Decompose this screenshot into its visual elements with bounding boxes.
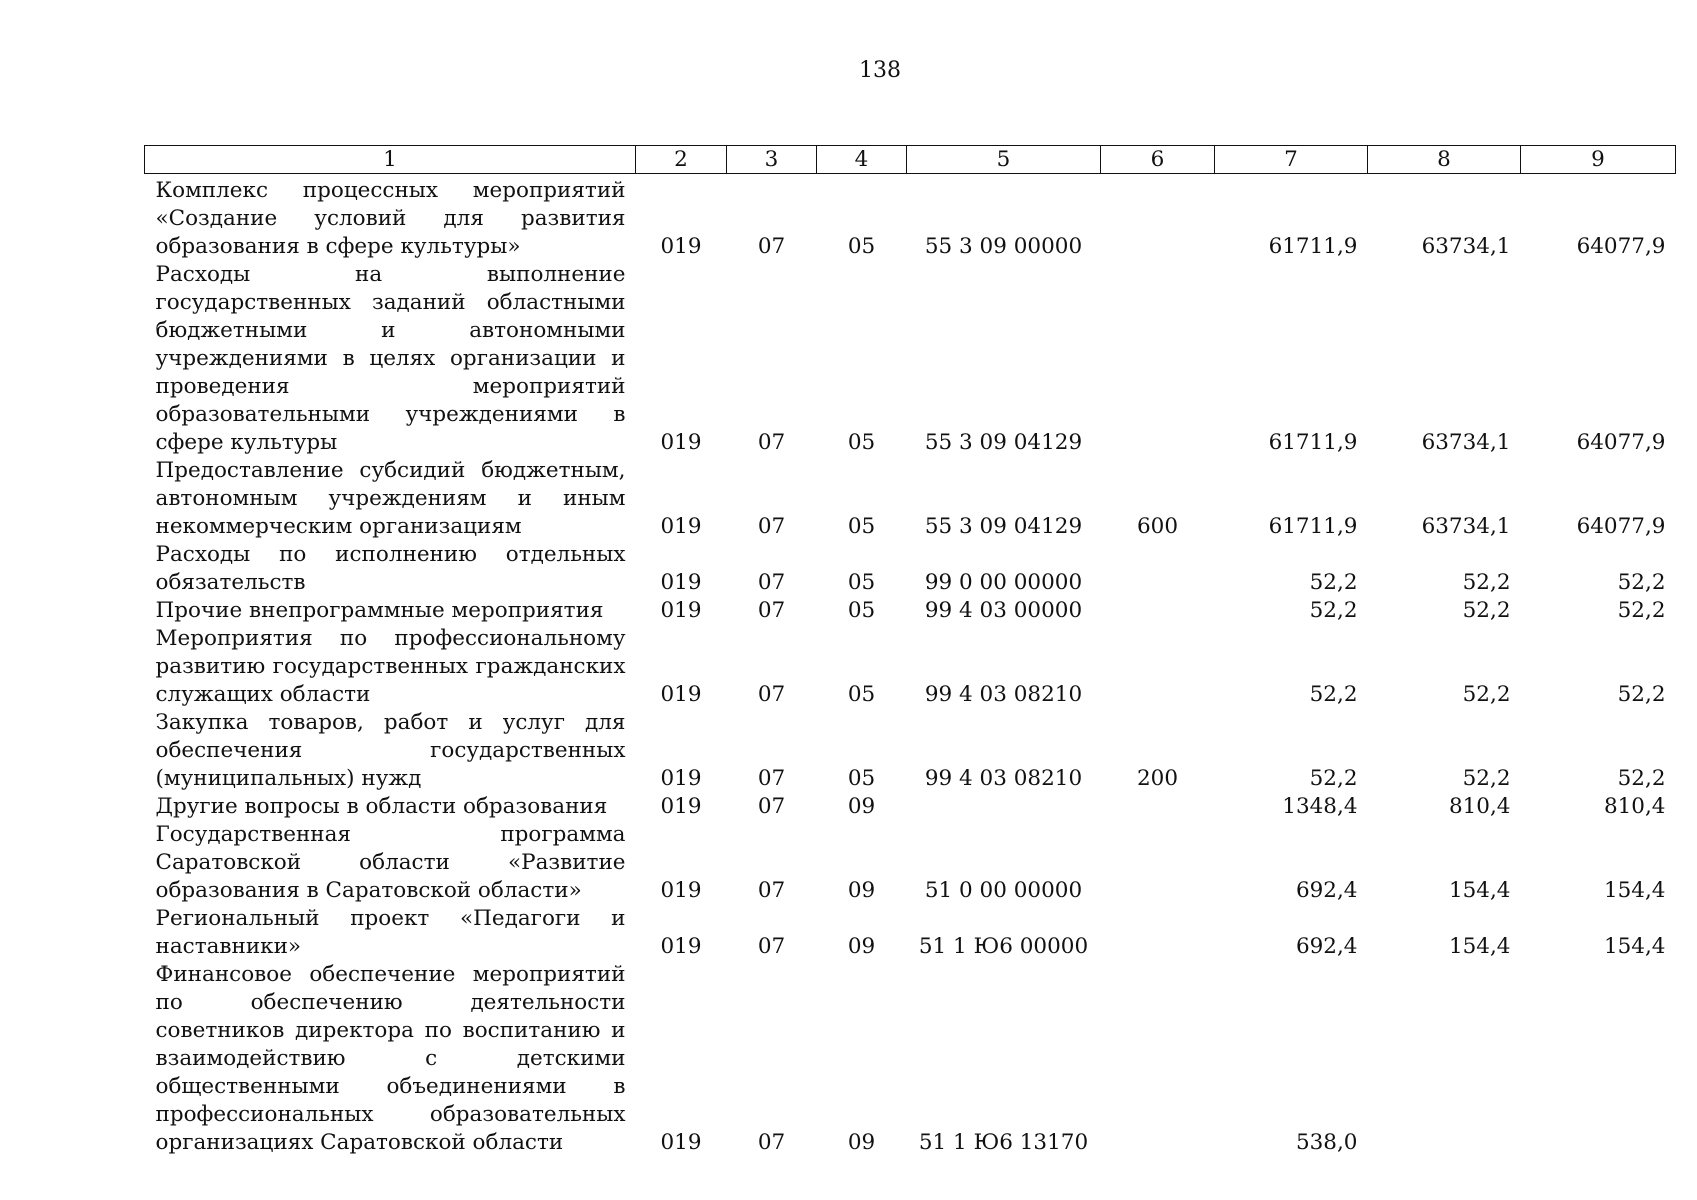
subsection-code: 05 (847, 514, 876, 539)
expense-type-code (1101, 541, 1215, 597)
amount-year-3: 64077,9 (1576, 234, 1666, 259)
target-item-code: 99 4 03 08210 (924, 766, 1083, 791)
column-header: 6 (1101, 146, 1215, 174)
section-code: 07 (757, 234, 786, 259)
target-item-code: 51 1 Ю6 13170 (918, 1130, 1089, 1155)
amount-year-3: 52,2 (1617, 598, 1666, 623)
subsection-code: 05 (847, 682, 876, 707)
column-header: 7 (1215, 146, 1368, 174)
section-code: 07 (757, 1130, 786, 1155)
section-code: 07 (757, 514, 786, 539)
ministry-code: 019 (660, 1130, 702, 1155)
expense-type-code: 200 (1136, 766, 1179, 791)
table-row (145, 793, 1676, 821)
amount-year-3: 64077,9 (1576, 430, 1666, 455)
amount-year-3: 154,4 (1603, 934, 1666, 959)
amount-year-3: 810,4 (1603, 794, 1666, 819)
header-row (145, 146, 1676, 174)
section-code: 07 (757, 682, 786, 707)
section-code: 07 (757, 794, 786, 819)
amount-year-3: 52,2 (1617, 570, 1666, 595)
table-row (145, 821, 1676, 905)
amount-year-2: 63734,1 (1421, 430, 1511, 455)
table-row (145, 625, 1676, 709)
amount-year-1: 52,2 (1309, 682, 1358, 707)
subsection-code: 09 (847, 934, 876, 959)
expense-type-code: 600 (1136, 514, 1179, 539)
column-header: 2 (636, 146, 727, 174)
amount-year-1: 61711,9 (1268, 234, 1358, 259)
subsection-code: 05 (847, 430, 876, 455)
table-row (145, 261, 1676, 457)
amount-year-1: 538,0 (1295, 1130, 1358, 1155)
amount-year-2: 154,4 (1448, 878, 1511, 903)
ministry-code: 019 (660, 598, 702, 623)
target-item-code: 51 0 00 00000 (924, 878, 1083, 903)
amount-year-1: 1348,4 (1282, 794, 1358, 819)
amount-year-3: 64077,9 (1576, 514, 1666, 539)
item-name: Мероприятия по профессиональному развитию государственных гражданских служащих области (155, 626, 626, 707)
subsection-code: 05 (847, 234, 876, 259)
section-code: 07 (757, 598, 786, 623)
table-row (145, 541, 1676, 597)
subsection-code: 09 (847, 878, 876, 903)
amount-year-1: 52,2 (1309, 598, 1358, 623)
table-row (145, 961, 1676, 1157)
expense-type-code (1101, 174, 1215, 262)
item-name: Государственная программа Саратовской области «Развитие образования в Саратовской области» (155, 822, 626, 903)
amount-year-1: 61711,9 (1268, 430, 1358, 455)
amount-year-3: 52,2 (1617, 682, 1666, 707)
item-name: Финансовое обеспечение мероприятий по обеспечению деятельности советников директора по воспитанию и взаимодействию с детскими общественными объединениями в профессиональных образовательных организациях Саратовской области (155, 962, 626, 1155)
item-name: Расходы по исполнению отдельных обязательств (155, 542, 626, 595)
item-name: Предоставление субсидий бюджетным, автономным учреждениям и иным некоммерческим организациям (155, 458, 626, 539)
amount-year-2: 52,2 (1462, 682, 1511, 707)
column-header: 9 (1521, 146, 1676, 174)
target-item-code: 55 3 09 04129 (924, 514, 1083, 539)
amount-year-2: 52,2 (1462, 766, 1511, 791)
table-row (145, 457, 1676, 541)
table-row (145, 174, 1676, 262)
amount-year-2: 154,4 (1448, 934, 1511, 959)
column-header: 1 (145, 146, 636, 174)
expense-type-code (1101, 625, 1215, 709)
table-row (145, 597, 1676, 625)
table-row (145, 905, 1676, 961)
section-code: 07 (757, 570, 786, 595)
column-header: 8 (1368, 146, 1521, 174)
ministry-code: 019 (660, 934, 702, 959)
amount-year-3 (1521, 961, 1676, 1157)
expense-type-code (1101, 905, 1215, 961)
section-code: 07 (757, 430, 786, 455)
section-code: 07 (757, 766, 786, 791)
subsection-code: 09 (847, 794, 876, 819)
subsection-code: 09 (847, 1130, 876, 1155)
column-header: 5 (907, 146, 1101, 174)
target-item-code: 55 3 09 00000 (924, 234, 1083, 259)
amount-year-1: 692,4 (1295, 878, 1358, 903)
ministry-code: 019 (660, 570, 702, 595)
item-name: Закупка товаров, работ и услуг для обеспечения государственных (муниципальных) нужд (155, 710, 626, 791)
amount-year-2: 63734,1 (1421, 514, 1511, 539)
amount-year-2: 52,2 (1462, 598, 1511, 623)
amount-year-1: 61711,9 (1268, 514, 1358, 539)
item-name: Региональный проект «Педагоги и наставники» (155, 906, 626, 959)
section-code: 07 (757, 934, 786, 959)
amount-year-3: 52,2 (1617, 766, 1666, 791)
ministry-code: 019 (660, 430, 702, 455)
page-number: 138 (859, 58, 901, 83)
amount-year-2: 63734,1 (1421, 234, 1511, 259)
target-item-code: 99 4 03 00000 (924, 598, 1083, 623)
expense-type-code (1101, 961, 1215, 1157)
ministry-code: 019 (660, 682, 702, 707)
item-name: Прочие внепрограммные мероприятия (155, 598, 604, 623)
subsection-code: 05 (847, 766, 876, 791)
column-header: 4 (817, 146, 907, 174)
amount-year-1: 692,4 (1295, 934, 1358, 959)
item-name: Комплекс процессных мероприятий «Создание условий для развития образования в сфере культуры» (155, 178, 626, 259)
table-row (145, 709, 1676, 793)
amount-year-2 (1368, 961, 1521, 1157)
ministry-code: 019 (660, 878, 702, 903)
item-name: Расходы на выполнение государственных заданий областными бюджетными и автономными учреждениями в целях организации и проведения мероприятий образовательными учреждениями в сфере культуры (155, 262, 626, 455)
target-item-code: 55 3 09 04129 (924, 430, 1083, 455)
ministry-code: 019 (660, 234, 702, 259)
target-item-code (907, 793, 1101, 821)
expense-type-code (1101, 793, 1215, 821)
budget-table (144, 145, 1676, 1157)
item-name: Другие вопросы в области образования (155, 794, 608, 819)
target-item-code: 51 1 Ю6 00000 (918, 934, 1089, 959)
target-item-code: 99 0 00 00000 (924, 570, 1083, 595)
ministry-code: 019 (660, 794, 702, 819)
expense-type-code (1101, 597, 1215, 625)
target-item-code: 99 4 03 08210 (924, 682, 1083, 707)
expense-type-code (1101, 261, 1215, 457)
column-header: 3 (727, 146, 817, 174)
amount-year-1: 52,2 (1309, 570, 1358, 595)
ministry-code: 019 (660, 514, 702, 539)
section-code: 07 (757, 878, 786, 903)
expense-type-code (1101, 821, 1215, 905)
amount-year-2: 52,2 (1462, 570, 1511, 595)
subsection-code: 05 (847, 570, 876, 595)
ministry-code: 019 (660, 766, 702, 791)
amount-year-3: 154,4 (1603, 878, 1666, 903)
amount-year-2: 810,4 (1448, 794, 1511, 819)
subsection-code: 05 (847, 598, 876, 623)
amount-year-1: 52,2 (1309, 766, 1358, 791)
